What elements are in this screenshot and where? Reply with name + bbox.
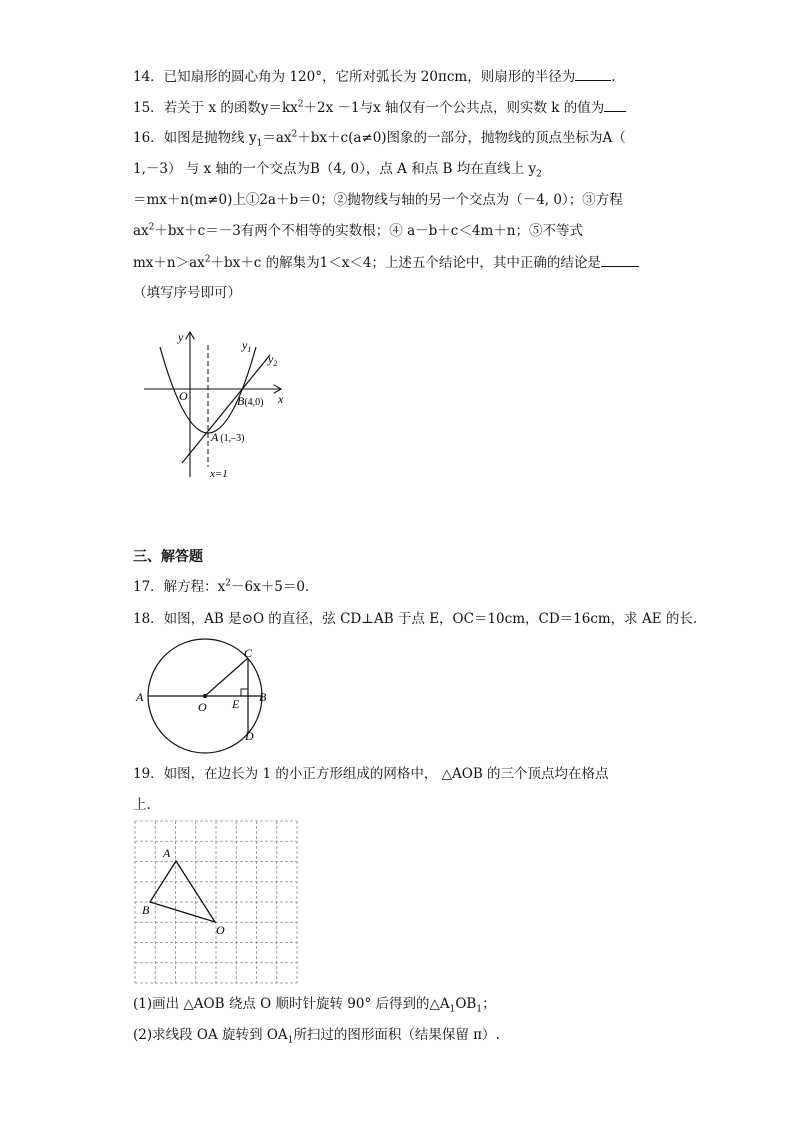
question-14: 14．已知扇形的圆心角为 120°，它所对弧长为 20πcm，则扇形的半径为 . [133,66,616,87]
point-b-label: B(4,0) [237,394,264,408]
question-17: 17．解方程：$x^2-6x+5=0$. [133,578,310,595]
question-15: 15．若关于 x 的函数$y=kx^2+2x -1$与x 轴仅有一个公共点，则实数 k 的值为 [133,97,626,118]
grid-label-b: B [142,903,150,917]
label-e: E [232,697,240,711]
answer-blank [604,97,626,112]
right-angle-mark [241,689,248,696]
y-axis-label: y [178,330,184,344]
grid-label-a: A [163,846,171,860]
origin-label: O [179,389,188,403]
question-19-part2: (2)求线段 OA 旋转到 $OA_1$所扫过的图形面积（结果保留 π）. [133,1027,500,1046]
label-d: D [245,729,254,743]
parabola-graph [138,325,298,485]
question-18: 18．如图，AB 是⊙O 的直径，弦 CD⊥AB 于点 E，OC＝10cm，CD＝16cm，求 AE 的长. [133,611,698,627]
line-y2 [182,355,270,463]
question-19-line1: 19．如图，在边长为 1 的小正方形组成的网格中， △AOB 的三个顶点均在格点 [133,766,609,782]
grid-lines [135,821,297,983]
answer-blank [575,66,611,81]
circle-diagram [132,638,282,756]
label-b: B [259,690,267,704]
grid-diagram [134,820,298,984]
y1-label: $y_1$ [242,338,252,354]
x-axis-label: x [278,392,284,406]
question-19-line2: 上. [133,797,151,813]
label-c: C [244,646,253,660]
axis-equation-label: x=1 [210,468,228,480]
point-a-label: A (1,–3) [211,430,245,444]
center-point [203,694,207,698]
y2-label: $y_2$ [268,352,278,368]
section-title: 三、解答题 [133,549,203,565]
grid-label-o: O [216,923,225,937]
answer-blank [601,252,639,267]
segment-oc [205,658,248,696]
question-19-part1: (1)画出 △AOB 绕点 O 顺时针旋转 90° 后得到的$\triangle A_1OB_1$； [133,996,496,1015]
label-o: O [198,700,207,714]
triangle-aob [150,861,215,922]
label-a: A [136,690,144,704]
